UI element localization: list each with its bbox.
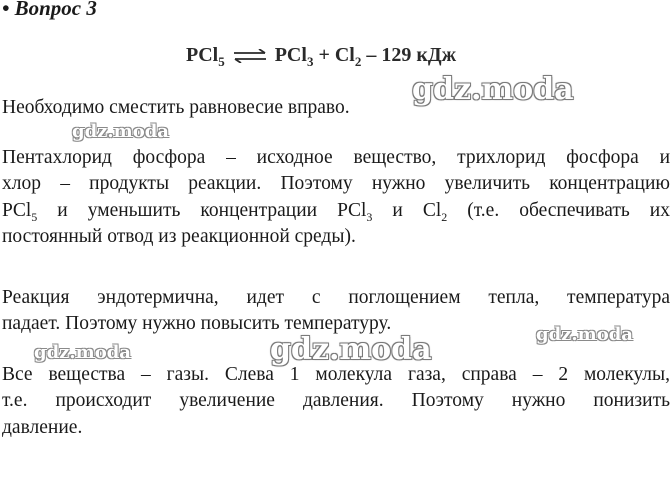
watermark: gdz.moda <box>270 332 432 367</box>
equilibrium-arrows-icon <box>232 49 268 63</box>
p4-line-1: Все вещества – газы. Слева 1 молекула газа, справа – 2 молекулы, <box>2 364 670 385</box>
p1-line: Необходимо сместить равновесие вправо. <box>2 97 350 118</box>
reaction-equation <box>186 44 456 70</box>
reactant-formula: PCl$_5$ <box>186 44 225 69</box>
p4-line-3: давление. <box>2 416 83 438</box>
watermark: gdz.moda <box>34 342 131 363</box>
watermark: gdz.moda <box>72 121 169 142</box>
product-2-formula: $Cl_2$ <box>334 44 362 69</box>
plus-sign: + <box>318 44 330 66</box>
p2-line-1: Пентахлорид фосфора – исходное вещество, трихлорид фосфора и <box>2 147 670 168</box>
product-1-formula: PCl$_3$ <box>274 44 314 69</box>
paragraph-pressure <box>2 362 670 441</box>
question-heading: • Вопрос 3 <box>2 0 97 20</box>
p2-line-2: хлор – продукты реакции. Поэтому нужно увеличить концентрацию <box>2 173 670 195</box>
p2-line-3: PCl$_5$ и уменьшить концентрации PCl$_3$ и $Cl_2$ (т.е. обеспечивать их <box>2 199 670 224</box>
heat-term: – 129 кДж <box>366 44 457 66</box>
p3-line-2: падает. Поэтому нужно повысить температуру. <box>2 313 392 335</box>
p3-line-1: Реакция эндотермична, идет с поглощением тепла, температура <box>2 287 670 308</box>
p2-line-4: постоянный отвод из реакционной среды). <box>2 225 356 247</box>
watermark: gdz.moda <box>536 324 633 345</box>
paragraph-reactants-products <box>2 145 670 250</box>
watermark: gdz.moda <box>412 72 574 107</box>
p4-line-2: т.е. происходит увеличение давления. Поэтому нужно понизить <box>2 390 670 412</box>
